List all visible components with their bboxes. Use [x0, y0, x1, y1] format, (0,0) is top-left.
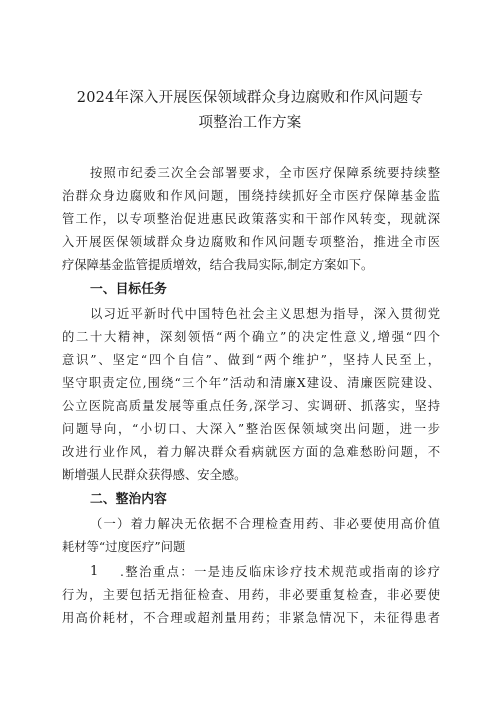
- point-number: 1: [90, 564, 99, 579]
- intro-line-2: 治群众身边腐败和作风问题，围绕持续抓好全市医疗保障基金监: [62, 189, 440, 203]
- section1-line-7: 改进行业作风，着力解决群众看病就医方面的急难愁盼问题，不: [62, 445, 440, 459]
- section1-line-3: 意识”、坚定“四个自信”、做到“两个维护”，坚持人民至上，: [62, 353, 440, 367]
- section-heading-goals: 一、目标任务: [90, 282, 167, 297]
- point1-line-1: .整治重点：一是违反临床诊疗技术规范或指南的诊疗: [120, 565, 440, 579]
- intro-line-4: 入开展医保领域群众身边腐败和作风问题专项整治，推进全市医: [62, 235, 440, 249]
- section1-line-2: 的二十大精神，深刻领悟“两个确立”的决定性意义,增强“四个: [62, 330, 440, 344]
- section1-line-8: 断增强人民群众获得感、安全感。: [62, 468, 247, 482]
- section1-line-6: 问题导向，“小切口、大深入”整治医保领域突出问题，进一步: [62, 422, 440, 436]
- point1-line-3: 用高价耗材，不合理或超剂量用药；非紧急情况下，未征得患者: [62, 611, 440, 625]
- section-heading-contents: 二、整治内容: [90, 492, 167, 507]
- intro-line-3: 管工作，以专项整治促进惠民政策落实和干部作风转变，现就深: [62, 212, 440, 226]
- sub1-line-2: 耗材等“过度医疗”问题: [62, 540, 186, 554]
- section1-line-1: 以习近平新时代中国特色社会主义思想为指导，深入贯彻党: [90, 307, 440, 321]
- point1-line-2: 行为，主要包括无指征检查、用药，非必要重复检查，非必要使: [62, 588, 440, 602]
- sub1-line-1: （一）着力解决无依据不合理检查用药、非必要使用高价值: [90, 517, 440, 531]
- document-title-line-1: 2024年深入开展医保领域群众身边腐败和作风问题专: [76, 90, 424, 106]
- section1-line-5: 公立医院高质量发展等重点任务,深学习、实调研、抓落实，坚持: [62, 399, 440, 413]
- intro-line-5: 疗保障基金监管提质增效，结合我局实际,制定方案如下。: [62, 258, 374, 272]
- section1-line-4: 坚守职责定位,围绕“三个年”活动和清廉X建设、清廉医院建设、: [62, 376, 440, 390]
- document-title-line-2: 项整治工作方案: [198, 115, 302, 131]
- intro-line-1: 按照市纪委三次全会部署要求，全市医疗保障系统要持续整: [90, 166, 440, 180]
